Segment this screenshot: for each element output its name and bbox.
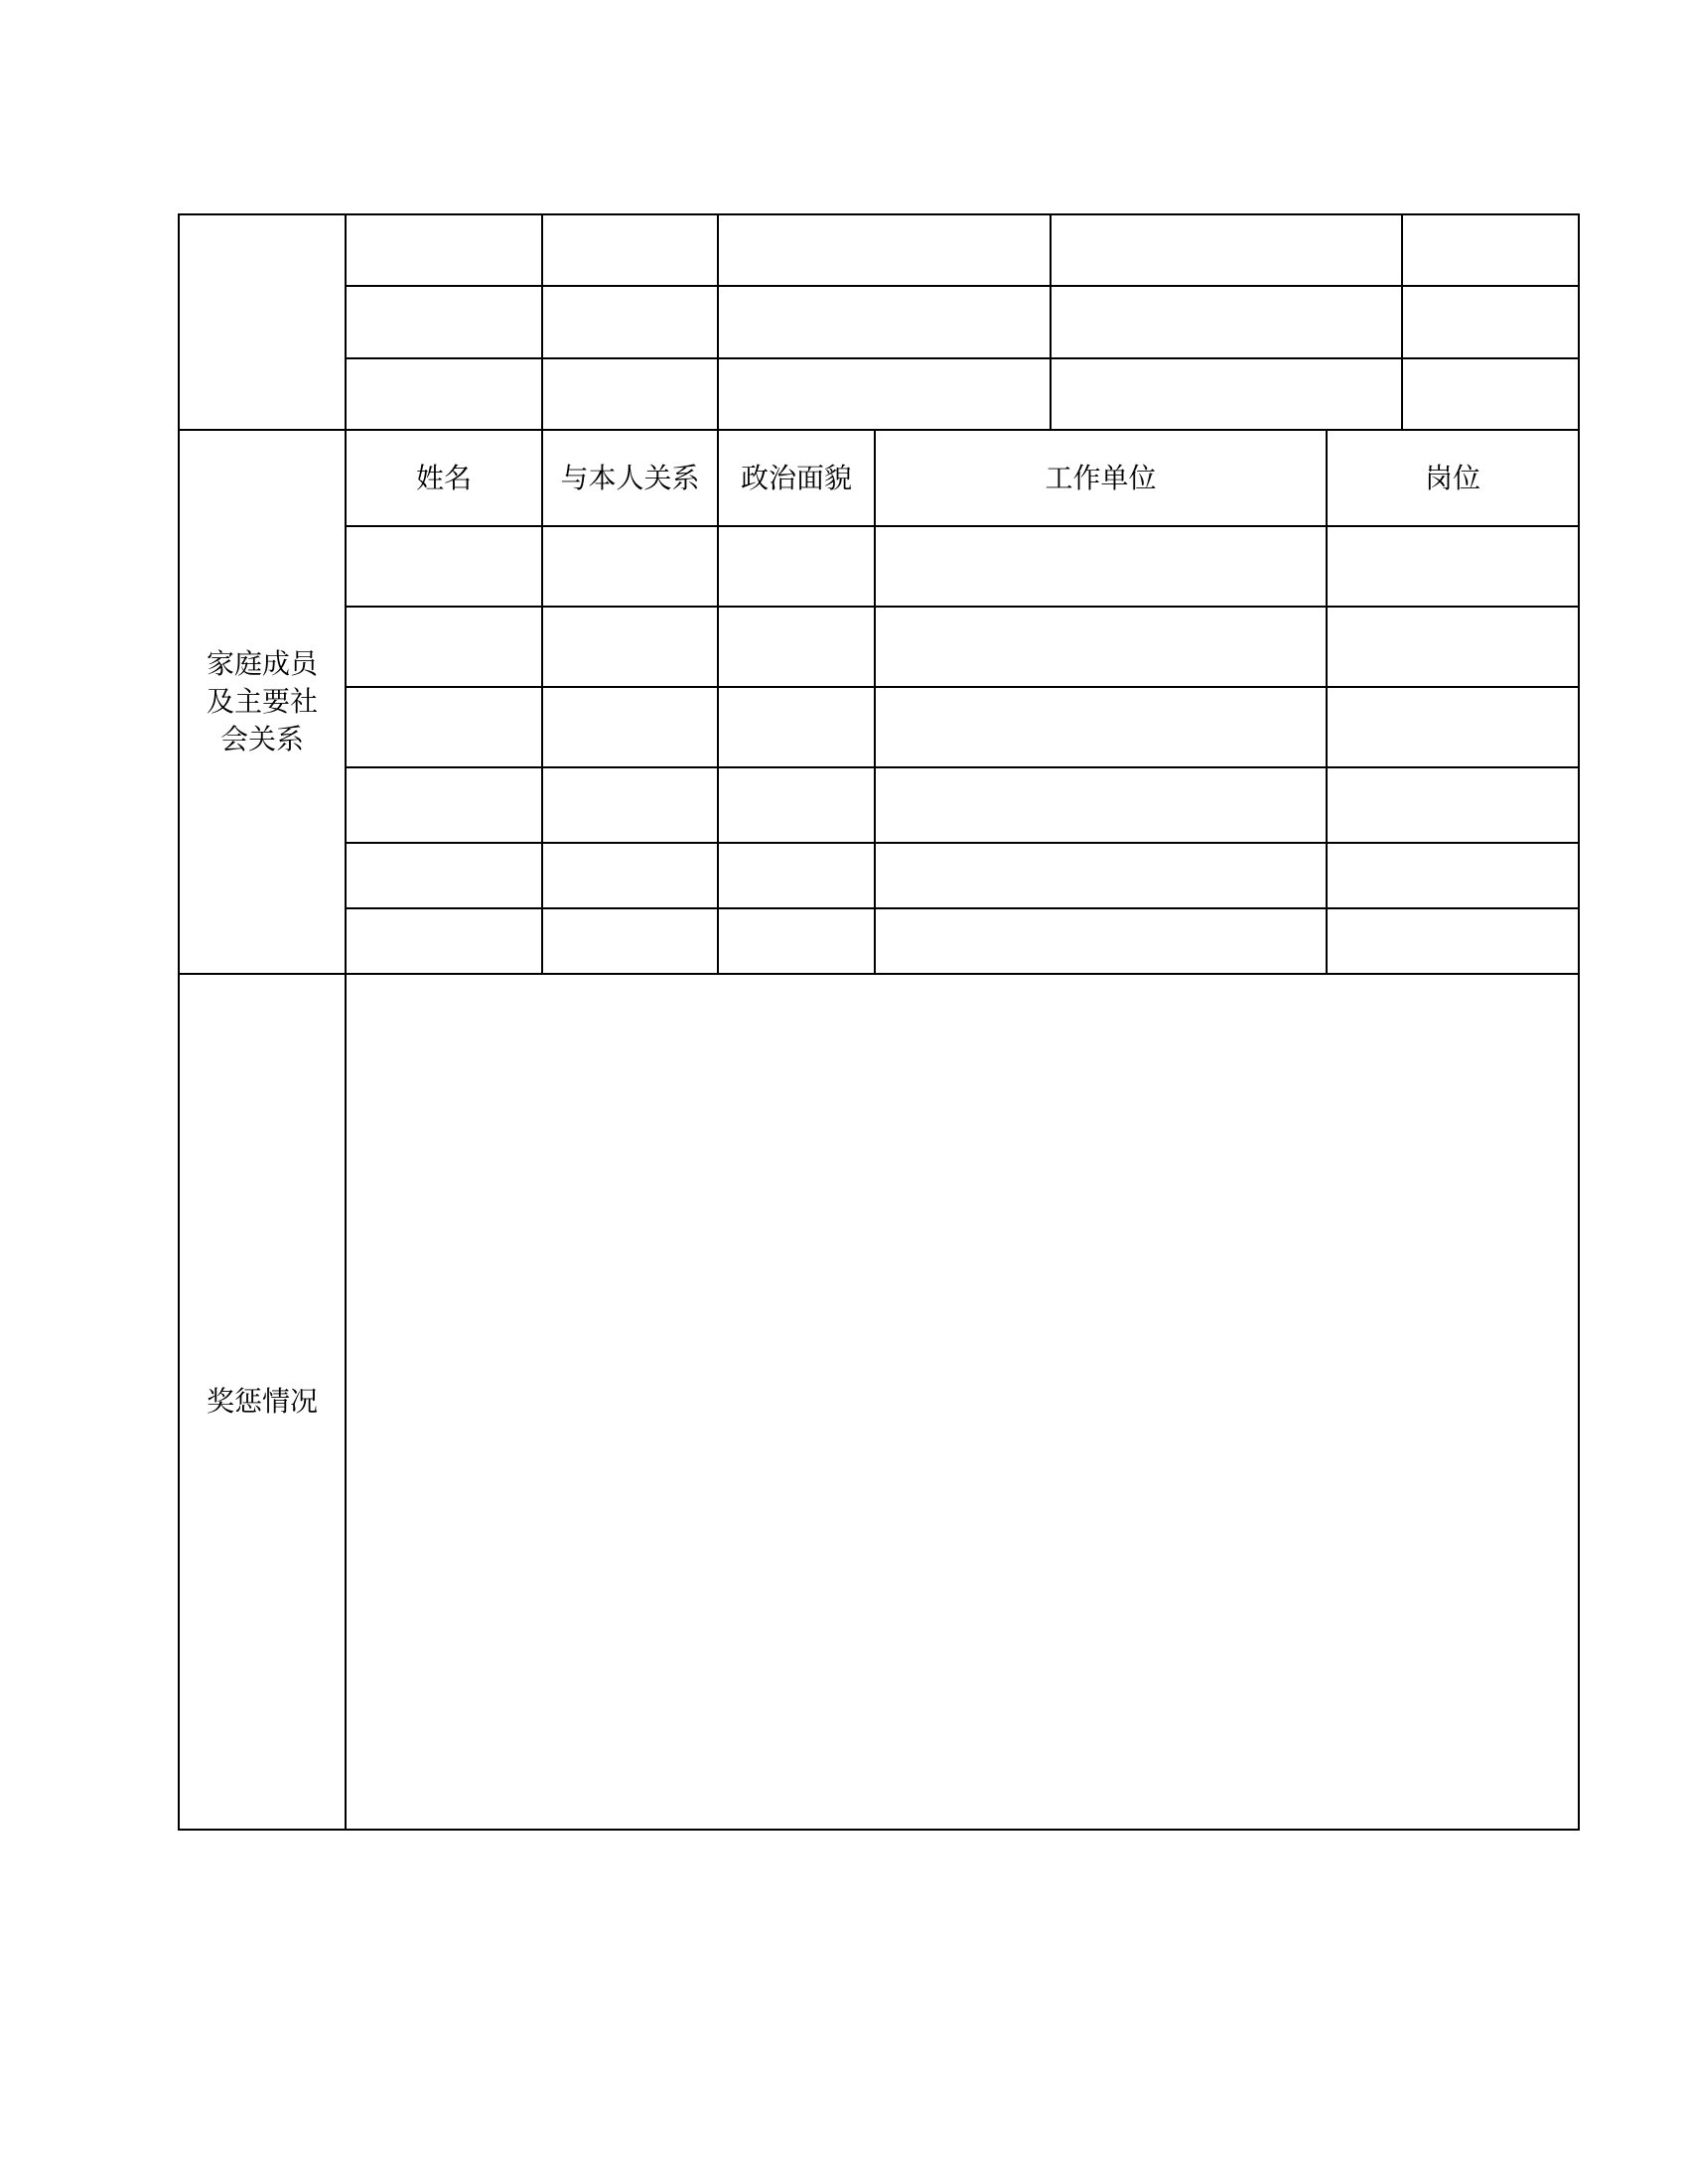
top-row-divider: [345, 285, 1580, 287]
family-header-divider: [345, 525, 1580, 527]
table-border-right: [1578, 213, 1580, 1831]
family-row-divider: [345, 842, 1580, 844]
top-col-divider: [1401, 213, 1403, 430]
table-border-top: [178, 213, 1580, 215]
top-col-divider: [717, 213, 719, 430]
header-political-status: 政治面貌: [740, 461, 852, 494]
family-row-divider: [345, 686, 1580, 688]
awards-content-area[interactable]: [347, 975, 1578, 1829]
table-border-bottom: [178, 1829, 1580, 1831]
family-row-divider: [345, 606, 1580, 608]
top-col-divider: [541, 213, 543, 430]
header-name: 姓名: [415, 461, 472, 494]
header-employer: 工作单位: [1045, 461, 1157, 494]
top-row-divider: [345, 357, 1580, 359]
family-row-divider: [345, 766, 1580, 768]
top-col-divider: [1050, 213, 1052, 430]
awards-section-label: 奖惩情况: [206, 1385, 318, 1418]
family-section-label: 家庭成员 及主要社 会关系: [206, 647, 318, 755]
header-position: 岗位: [1424, 461, 1480, 494]
header-relationship: 与本人关系: [560, 461, 700, 494]
family-row-divider: [345, 907, 1580, 909]
